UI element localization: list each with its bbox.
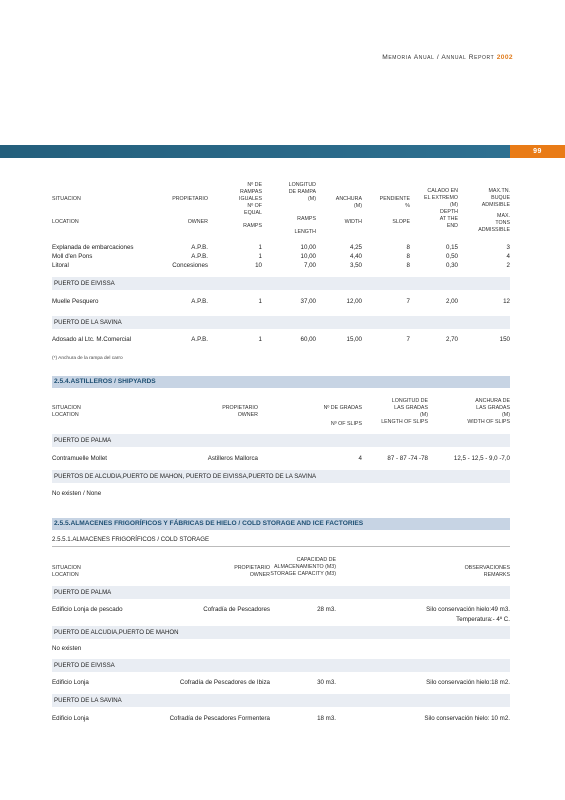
col-location: LOCATION	[52, 219, 79, 225]
divider	[52, 546, 510, 547]
footnote: (*) Anchura de la rampa del carro	[52, 356, 123, 361]
col-situacion: SITUACION LOCATION	[52, 405, 81, 418]
col-propietario: PROPIETARIO OWNER	[222, 405, 258, 418]
section-cold-storage: 2.5.5.ALMACENES FRIGORÍFICOS Y FÁBRICAS DE HIELO / COLD STORAGE AND ICE FACTORIES	[52, 518, 510, 530]
shipyards-none: No existen / None	[52, 490, 102, 497]
col-num-rampas: Nº DE RAMPAS IGUALES Nº OF EQUAL RAMPS	[239, 182, 262, 229]
col-propietario: PROPIETARIO	[172, 196, 208, 202]
col-length: RAMPS LENGTH	[294, 216, 316, 235]
cold-storage-none: No existen	[52, 645, 82, 652]
col-longitud-gradas: LONGITUD DE LAS GRADAS (M) LENGTH OF SLIPS	[381, 398, 428, 425]
col-propietario: PROPIETARIO OWNER	[234, 565, 270, 578]
col-num-gradas: Nº DE GRADAS	[323, 405, 362, 411]
report-header	[382, 54, 513, 61]
col-slope: SLOPE	[392, 219, 410, 225]
report-year: 2002	[496, 54, 513, 61]
subheading-puerto-eivissa: PUERTO DE EIVISSA	[52, 277, 510, 290]
subsection-cold-storage: 2.5.5.1.ALMACENES FRIGORÍFICOS / COLD STORAGE	[52, 536, 210, 543]
col-width: WIDTH	[344, 219, 362, 225]
report-title: Memoria Anual / Annual Report	[382, 54, 495, 61]
subheading-puerto-palma: PUERTO DE PALMA	[52, 586, 510, 599]
subheading-puerto-savina: PUERTO DE LA SAVINA	[52, 316, 510, 329]
remarks-temperature: Temperatura:- 4º C.	[456, 616, 510, 623]
subheading-puerto-palma: PUERTO DE PALMA	[52, 434, 510, 447]
subheading-alcudia-mahon: PUERTO DE ALCUDIA,PUERTO DE MAHON	[52, 626, 510, 639]
page-number: 99	[510, 145, 565, 158]
col-observaciones: OBSERVACIONES REMARKS	[464, 565, 510, 578]
subheading-puerto-eivissa: PUERTO DE EIVISSA	[52, 659, 510, 672]
col-num-slips: Nº OF SLIPS	[330, 421, 362, 427]
col-situacion: SITUACION LOCATION	[52, 565, 81, 578]
section-shipyards: 2.5.4.ASTILLEROS / SHIPYARDS	[52, 376, 510, 388]
subheading-puerto-savina: PUERTO DE LA SAVINA	[52, 694, 510, 707]
col-capacidad: CAPACIDAD DE ALMACENAMIENTO (M3) STORAGE CAPACITY (M3)	[270, 557, 336, 577]
col-owner: OWNER	[187, 219, 208, 225]
col-situacion: SITUACION	[52, 196, 81, 202]
subheading-other-ports: PUERTOS DE ALCUDIA,PUERTO DE MAHON, PUERTO DE EIVISSA,PUERTO DE LA SAVINA	[52, 470, 510, 483]
col-anchura-gradas: ANCHURA DE LAS GRADAS (M) WIDTH OF SLIPS	[467, 398, 510, 425]
col-pendiente: PENDIENTE %	[379, 196, 410, 209]
col-calado: CALADO EN EL EXTREMO (M) DEPTH AT THE END	[424, 188, 458, 229]
col-longitud: LONGITUD DE RAMPA (M)	[288, 182, 316, 202]
col-max-tn: MAX.TN. BUQUE ADMISIBLE MAX. TONS ADMISSIBLE	[478, 188, 510, 233]
col-anchura: ANCHURA (M)	[335, 196, 362, 209]
header-band	[0, 145, 565, 158]
